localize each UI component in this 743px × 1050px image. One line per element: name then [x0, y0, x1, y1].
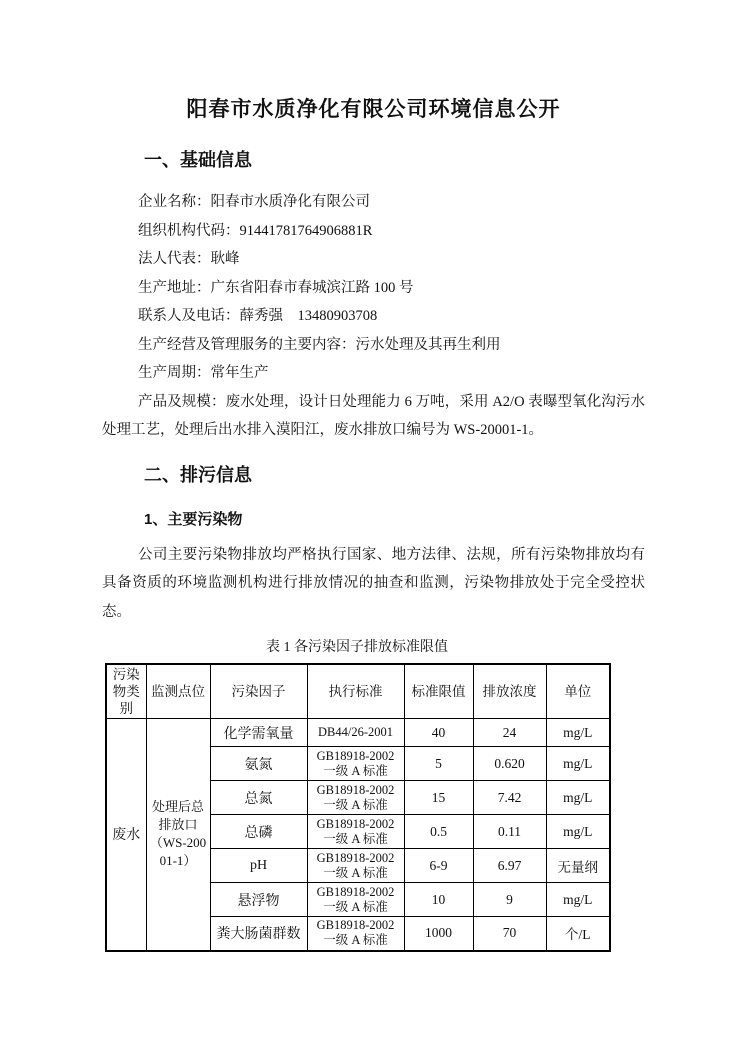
table-caption: 表 1 各污染因子排放标准限值 — [266, 640, 448, 655]
col-header-limit: 标准限值 — [404, 664, 473, 719]
limit-cell: 6-9 — [404, 849, 473, 883]
info-line-org-code: 组织机构代码：91441781764906881R — [138, 222, 373, 239]
standard-line: GB18918-2002 — [316, 748, 395, 763]
basic-info-block — [102, 188, 645, 445]
standard-line: 一级 A 标准 — [323, 797, 388, 812]
factor-cell: 悬浮物 — [210, 883, 307, 917]
factor-cell: pH — [210, 849, 307, 883]
col-header-unit: 单位 — [546, 664, 610, 719]
product-scale-paragraph: 产品及规模：废水处理，设计日处理能力 6 万吨，采用 A2/O 表曝型氧化沟污水处理工艺，处理后出水排入漠阳江，废水排放口编号为 WS-20001-1。 — [102, 393, 645, 438]
col-header-standard: 执行标准 — [307, 664, 404, 719]
info-line-address: 生产地址：广东省阳春市春城滨江路 100 号 — [138, 279, 414, 296]
monitoring-point-cell: 处理后总排放口（WS-20001-1） — [146, 719, 210, 951]
table-header-row — [106, 664, 610, 719]
section-heading-discharge: 二、排污信息 — [144, 464, 252, 485]
concentration-cell: 0.620 — [473, 747, 546, 781]
unit-cell: 无量纲 — [546, 849, 610, 883]
standard-line: GB18918-2002 — [316, 782, 395, 797]
standard-line: 一级 A 标准 — [323, 763, 388, 778]
standard-cell — [307, 781, 404, 815]
concentration-cell: 7.42 — [473, 781, 546, 815]
standard-line: GB18918-2002 — [316, 918, 395, 933]
standard-cell — [307, 815, 404, 849]
info-line-company-name: 企业名称：阳春市水质净化有限公司 — [138, 194, 370, 210]
unit-cell: mg/L — [546, 883, 610, 917]
standard-cell — [307, 849, 404, 883]
unit-cell: mg/L — [546, 747, 610, 781]
col-header-factor: 污染因子 — [210, 664, 307, 719]
standard-line: DB44/26-2001 — [318, 725, 393, 739]
standard-cell — [307, 719, 404, 747]
info-line-cycle: 生产周期：常年生产 — [138, 365, 269, 381]
standard-line: 一级 A 标准 — [323, 865, 388, 880]
info-line-legal-rep: 法人代表：耿峰 — [138, 251, 240, 267]
pollutants-paragraph: 公司主要污染物排放均严格执行国家、地方法律、法规，所有污染物排放均有具备资质的环境监测机构进行排放情况的抽查和监测，污染物排放处于完全受控状态。 — [102, 546, 645, 620]
standard-line: GB18918-2002 — [316, 816, 395, 831]
concentration-cell: 0.11 — [473, 815, 546, 849]
factor-cell: 氨氮 — [210, 747, 307, 781]
standard-cell — [307, 917, 404, 951]
limit-cell: 40 — [404, 719, 473, 747]
table-row — [106, 719, 610, 747]
document-title: 阳春市水质净化有限公司环境信息公开 — [186, 98, 561, 121]
factor-cell: 总氮 — [210, 781, 307, 815]
limit-cell: 15 — [404, 781, 473, 815]
limit-cell: 10 — [404, 883, 473, 917]
limit-cell: 5 — [404, 747, 473, 781]
col-header-concentration: 排放浓度 — [473, 664, 546, 719]
standard-line: GB18918-2002 — [316, 884, 395, 899]
info-line-business-scope: 生产经营及管理服务的主要内容：污水处理及其再生利用 — [138, 336, 501, 353]
standard-line: GB18918-2002 — [316, 850, 395, 865]
standard-line: 一级 A 标准 — [323, 831, 388, 846]
unit-cell: mg/L — [546, 781, 610, 815]
concentration-cell: 6.97 — [473, 849, 546, 883]
col-header-category: 污染物类别 — [106, 664, 146, 719]
concentration-cell: 9 — [473, 883, 546, 917]
limit-cell: 1000 — [404, 917, 473, 951]
standard-line: 一级 A 标准 — [323, 933, 388, 948]
unit-cell: mg/L — [546, 719, 610, 747]
standard-cell — [307, 883, 404, 917]
concentration-cell: 70 — [473, 917, 546, 951]
limit-cell: 0.5 — [404, 815, 473, 849]
standard-line: 一级 A 标准 — [323, 899, 388, 914]
subsection-heading-pollutants: 1、主要污染物 — [144, 510, 243, 528]
col-header-monitor-point: 监测点位 — [146, 664, 210, 719]
concentration-cell: 24 — [473, 719, 546, 747]
document-content — [102, 0, 645, 952]
factor-cell: 总磷 — [210, 815, 307, 849]
factor-cell: 化学需氧量 — [210, 719, 307, 747]
factor-cell: 粪大肠菌群数 — [210, 917, 307, 951]
unit-cell: 个/L — [546, 917, 610, 951]
unit-cell: mg/L — [546, 815, 610, 849]
pollutant-limits-table — [105, 663, 611, 952]
section-heading-basic: 一、基础信息 — [144, 150, 252, 170]
category-cell: 废水 — [106, 719, 146, 951]
info-line-contact: 联系人及电话：薛秀强 13480903708 — [138, 308, 378, 324]
standard-cell — [307, 747, 404, 781]
